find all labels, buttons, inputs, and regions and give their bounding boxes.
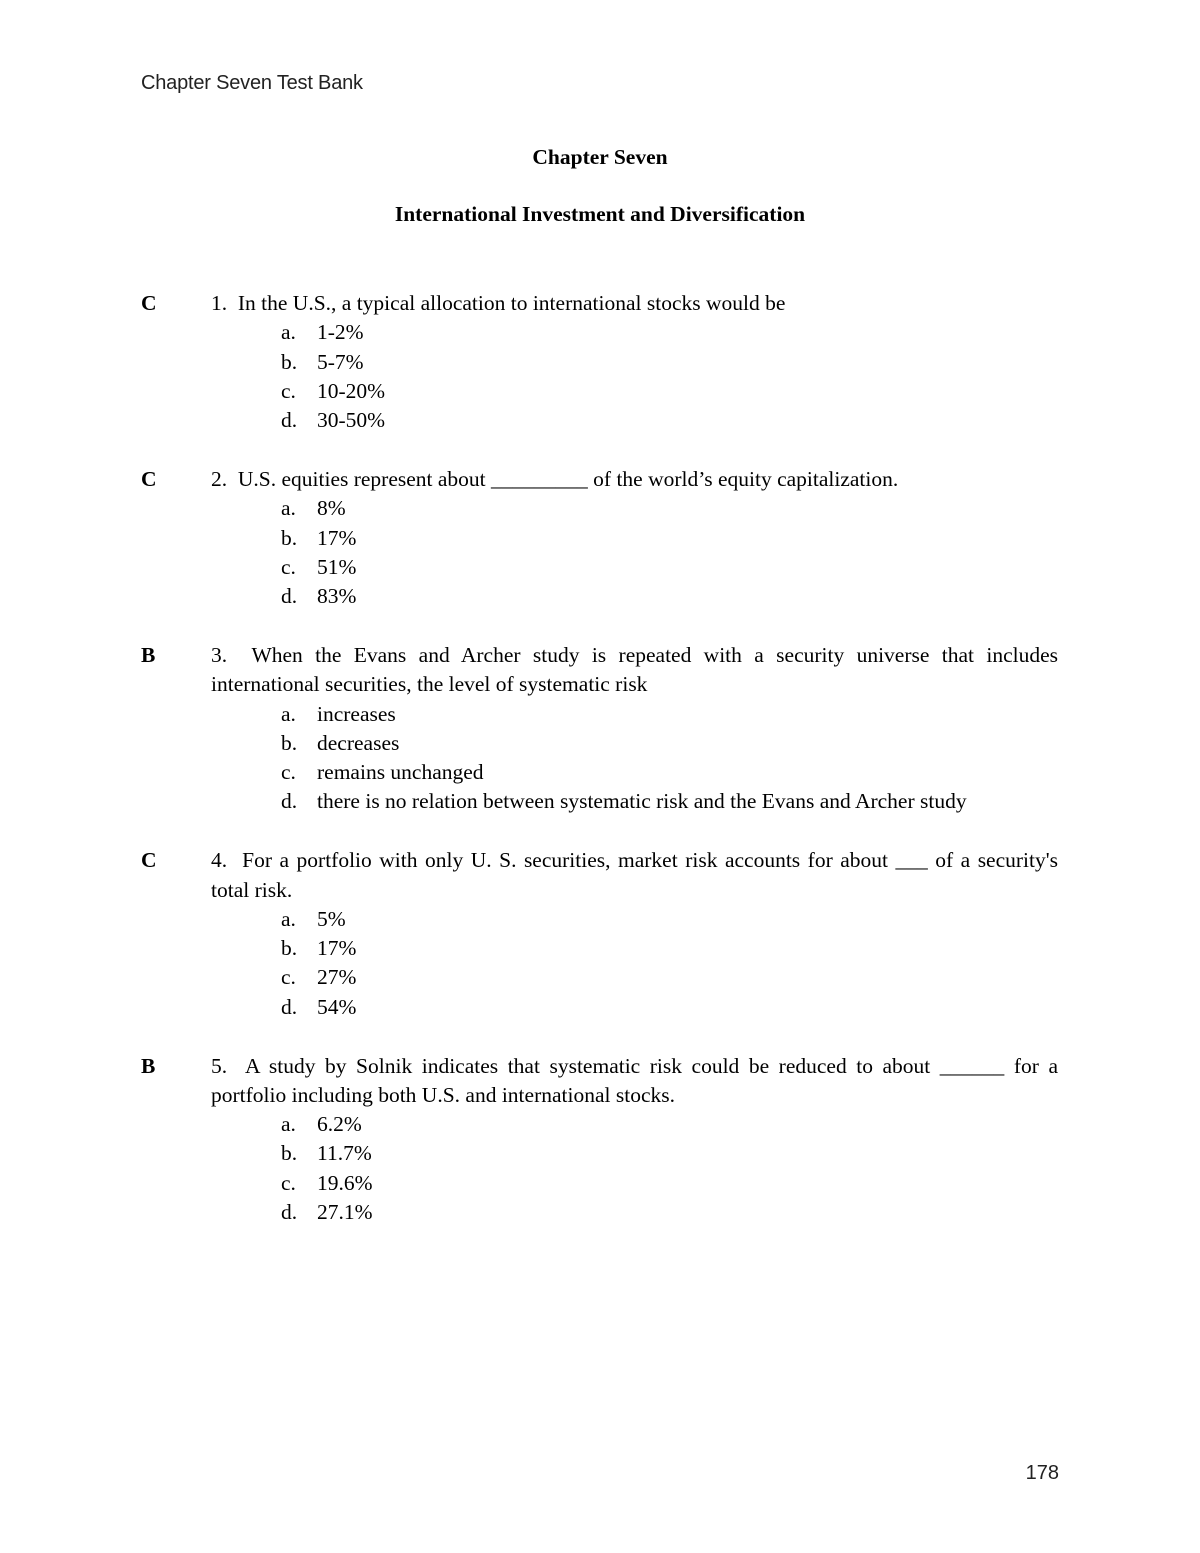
question-3 <box>141 641 1058 817</box>
option-text: increases <box>317 701 396 726</box>
question-number: 5. <box>211 1053 228 1078</box>
option-letter: a. <box>281 906 296 931</box>
answer-key: C <box>141 291 157 315</box>
option-list <box>211 905 1058 1022</box>
option-text: 27% <box>317 965 357 990</box>
option-text: 17% <box>317 936 357 961</box>
option-text: 1-2% <box>317 320 364 345</box>
option-letter: a. <box>281 701 296 726</box>
question-text: U.S. equities represent about _________ of the world’s equity capitalization. <box>237 466 899 491</box>
question-number: 1. <box>211 291 228 315</box>
option-d <box>281 993 1058 1022</box>
question-5 <box>141 1052 1058 1228</box>
option-text: 8% <box>317 496 346 521</box>
question-text: When the Evans and Archer study is repeated with a security universe that includes international securities, the level of systematic risk <box>211 642 1058 697</box>
option-d <box>281 406 1058 435</box>
question-number: 2. <box>211 466 228 491</box>
option-list <box>211 494 1058 611</box>
option-letter: c. <box>281 378 296 403</box>
option-text: 51% <box>317 554 357 579</box>
option-letter: d. <box>281 994 298 1019</box>
option-list <box>211 700 1058 817</box>
answer-key: C <box>141 466 157 491</box>
option-letter: c. <box>281 554 296 579</box>
option-c <box>281 377 1058 406</box>
option-text: 5-7% <box>317 349 364 374</box>
question-text: A study by Solnik indicates that systematic risk could be reduced to about ______ for a portfolio including both U.S. and international stocks. <box>211 1053 1058 1107</box>
question-number: 4. <box>211 848 228 873</box>
page-number: 178 <box>1025 1462 1059 1484</box>
option-text: 54% <box>317 994 357 1019</box>
option-letter: a. <box>281 320 296 345</box>
question-list <box>141 289 1058 1257</box>
option-letter: b. <box>281 349 298 374</box>
option-b <box>281 934 1058 963</box>
option-text: 19.6% <box>317 1170 373 1195</box>
question-text: For a portfolio with only U. S. securities, market risk accounts for about ___ of a security's total risk. <box>211 848 1058 902</box>
option-c <box>281 553 1058 582</box>
option-text: 6.2% <box>317 1112 362 1137</box>
option-c <box>281 963 1058 992</box>
option-letter: b. <box>281 936 298 961</box>
option-list <box>211 318 1058 435</box>
question-text: In the U.S., a typical allocation to international stocks would be <box>237 291 786 315</box>
option-letter: d. <box>281 408 298 433</box>
chapter-title: Chapter Seven <box>532 145 668 169</box>
option-b <box>281 729 1058 758</box>
option-a <box>281 700 1058 729</box>
option-text: remains unchanged <box>317 760 484 785</box>
question-2 <box>141 465 1058 611</box>
question-1 <box>141 289 1058 435</box>
option-d <box>281 1198 1058 1227</box>
option-letter: b. <box>281 525 298 550</box>
option-letter: d. <box>281 789 298 814</box>
question-stem <box>211 846 1058 905</box>
option-text: 10-20% <box>317 378 386 403</box>
option-letter: d. <box>281 1200 298 1225</box>
option-letter: c. <box>281 1170 296 1195</box>
chapter-subtitle: International Investment and Diversification <box>394 202 806 226</box>
option-text: 5% <box>317 906 346 931</box>
option-a <box>281 1110 1058 1139</box>
option-letter: d. <box>281 584 298 609</box>
option-letter: b. <box>281 1141 298 1166</box>
option-b <box>281 524 1058 553</box>
question-stem <box>211 289 1058 318</box>
option-text: 30-50% <box>317 408 386 433</box>
option-text: 83% <box>317 584 357 609</box>
option-a <box>281 905 1058 934</box>
question-stem <box>211 465 1058 494</box>
answer-key: B <box>141 1053 156 1078</box>
question-stem <box>211 641 1058 700</box>
option-text: there is no relation between systematic risk and the Evans and Archer study <box>317 789 967 814</box>
option-c <box>281 1169 1058 1198</box>
option-letter: c. <box>281 760 296 785</box>
option-text: 17% <box>317 525 357 550</box>
option-b <box>281 1139 1058 1168</box>
option-letter: b. <box>281 730 298 755</box>
question-number: 3. <box>211 642 228 667</box>
answer-key: B <box>141 642 156 667</box>
option-a <box>281 494 1058 523</box>
option-text: 11.7% <box>317 1141 372 1166</box>
question-stem <box>211 1052 1058 1111</box>
answer-key: C <box>141 848 157 873</box>
option-b <box>281 348 1058 377</box>
option-letter: a. <box>281 496 296 521</box>
option-a <box>281 318 1058 347</box>
option-d <box>281 582 1058 611</box>
option-letter: a. <box>281 1112 296 1137</box>
option-letter: c. <box>281 965 296 990</box>
option-text: 27.1% <box>317 1200 373 1225</box>
running-header: Chapter Seven Test Bank <box>141 72 363 94</box>
question-4 <box>141 846 1058 1022</box>
option-d <box>281 787 1058 816</box>
option-c <box>281 758 1058 787</box>
option-text: decreases <box>317 730 400 755</box>
option-list <box>211 1110 1058 1227</box>
